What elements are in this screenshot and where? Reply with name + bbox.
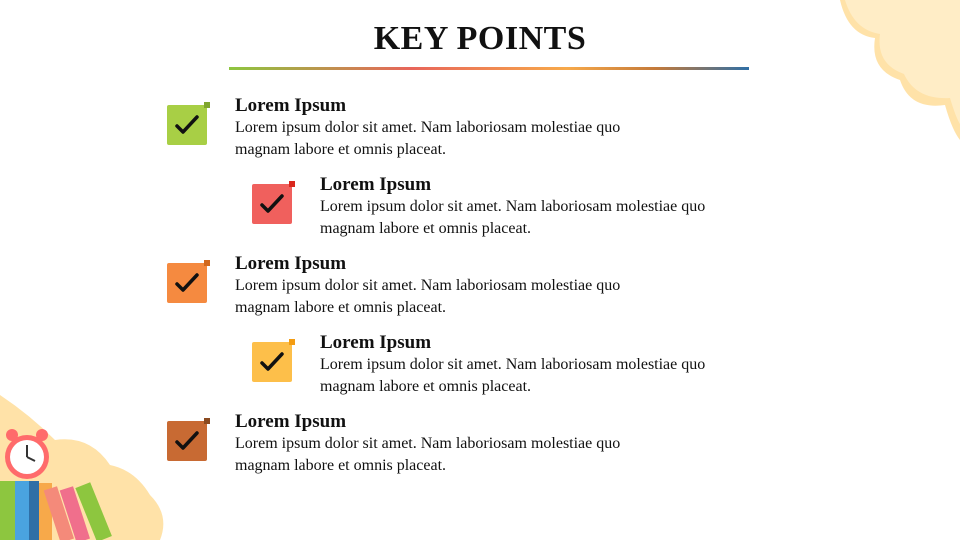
key-point-body: Lorem ipsum dolor sit amet. Nam laboriosam molestiae quo magnam labore et omnis placeat. [320,356,706,395]
key-point-heading: Lorem Ipsum [235,411,347,432]
key-point-text [235,95,775,161]
corner-accent [204,418,210,424]
check-icon [259,193,285,215]
page-title: KEY POINTS [373,20,587,57]
key-point-body: Lorem ipsum dolor sit amet. Nam laboriosam molestiae quo magnam labore et omnis placeat. [235,119,621,158]
key-point-item [167,95,787,158]
corner-accent [204,102,210,108]
corner-accent [289,181,295,187]
checkbox-icon [167,421,207,461]
corner-accent [289,339,295,345]
books-clock-illustration [0,395,170,540]
key-point-text [320,174,860,240]
key-point-item [252,332,872,395]
key-point-item [167,253,787,316]
check-icon [174,272,200,294]
check-icon [174,114,200,136]
checkbox-icon [252,184,292,224]
corner-accent [204,260,210,266]
title-underline [229,67,749,70]
checkbox-icon [167,263,207,303]
checkbox-icon [167,105,207,145]
checkbox-icon [252,342,292,382]
key-point-text [320,332,860,398]
key-point-item [252,174,872,237]
check-icon [259,351,285,373]
key-point-body: Lorem ipsum dolor sit amet. Nam laboriosam molestiae quo magnam labore et omnis placeat. [235,435,621,474]
key-point-heading: Lorem Ipsum [235,95,347,116]
check-icon [174,430,200,452]
key-point-heading: Lorem Ipsum [235,253,347,274]
key-point-heading: Lorem Ipsum [320,174,432,195]
key-point-text [235,253,775,319]
key-point-item [167,411,787,474]
key-point-body: Lorem ipsum dolor sit amet. Nam laboriosam molestiae quo magnam labore et omnis placeat. [235,277,621,316]
clock-icon [5,429,49,479]
key-point-text [235,411,775,477]
key-point-heading: Lorem Ipsum [320,332,432,353]
key-point-body: Lorem ipsum dolor sit amet. Nam laboriosam molestiae quo magnam labore et omnis placeat. [320,198,706,237]
